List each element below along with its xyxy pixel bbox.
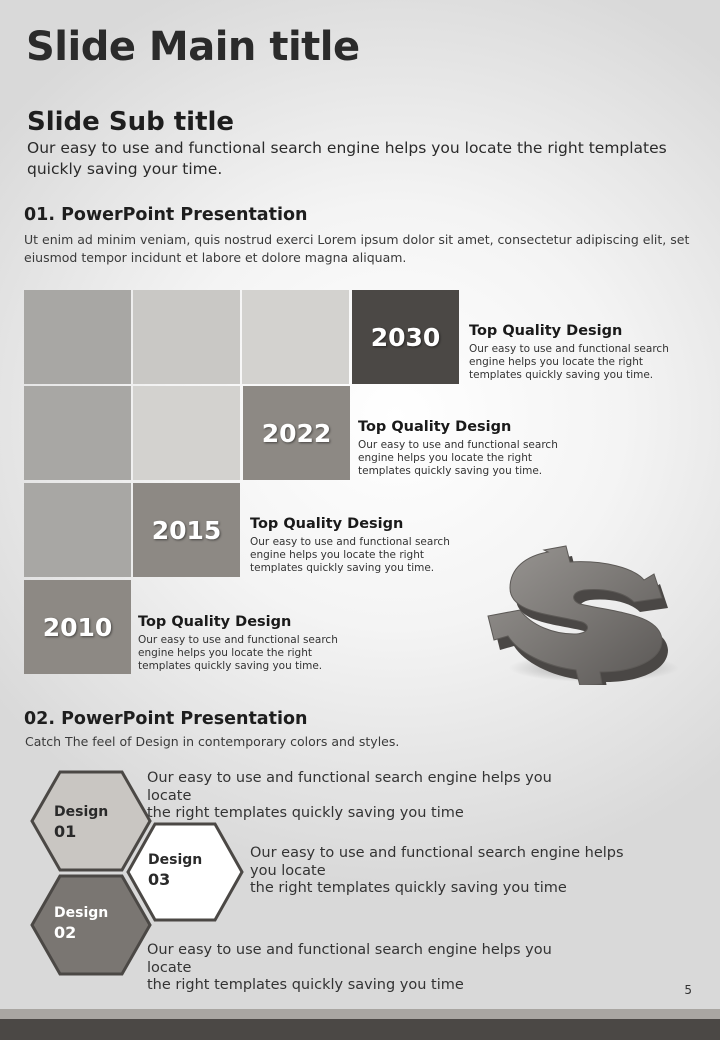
section1-text: Ut enim ad minim veniam, quis nostrud exerci Lorem ipsum dolor sit amet, consectetur adipiscing elit, set eiusmod tempor incidunt et labore et dolore magna aliquam. [24, 232, 690, 265]
design-number: 01 [54, 822, 77, 841]
design-label-text: Design [148, 852, 203, 868]
timeline-item-2022 [358, 419, 588, 478]
year-tile-2022: 2022 [243, 386, 350, 480]
grid-tile [133, 386, 240, 480]
timeline-item-title: Top Quality Design [250, 516, 404, 532]
year-tile-2015: 2015 [133, 483, 240, 577]
section2-text: Catch The feel of Design in contemporary colors and styles. [25, 734, 400, 749]
section1-title: 01. PowerPoint Presentation [24, 205, 308, 225]
design-text-line: Our easy to use and functional search engine helps you locate [147, 770, 552, 804]
design-number: 02 [54, 923, 77, 942]
grid-tile [24, 290, 131, 384]
design-03-label [148, 851, 202, 889]
timeline-item-title: Top Quality Design [138, 614, 292, 630]
slide-sub-description: Our easy to use and functional search engine helps you locate the right templates quickly saving your time. [27, 139, 667, 178]
design-text-line: the right templates quickly saving you time [147, 805, 464, 821]
design-02-text [147, 942, 597, 995]
year-tile-2030: 2030 [352, 290, 459, 384]
footer-bar-light [0, 1009, 720, 1019]
design-text-line: Our easy to use and functional search engine helps you locate [147, 942, 552, 976]
grid-tile [242, 290, 349, 384]
grid-tile [24, 483, 131, 577]
timeline-item-2015 [250, 516, 480, 575]
timeline-item-title: Top Quality Design [358, 419, 512, 435]
design-03-text [250, 845, 650, 898]
design-text-line: Our easy to use and functional search engine helps you locate [250, 845, 624, 879]
section2-title: 02. PowerPoint Presentation [24, 709, 308, 729]
slide-main-title: Slide Main title [26, 24, 360, 70]
grid-tile [133, 290, 240, 384]
design-number: 03 [148, 870, 171, 889]
timeline-item-text: Our easy to use and functional search engine helps you locate the right templates quickly saving you time. [138, 634, 338, 672]
footer-bar-dark [0, 1019, 720, 1040]
design-02-label [54, 904, 108, 942]
design-text-line: the right templates quickly saving you time [147, 977, 464, 993]
grid-tile [24, 386, 131, 480]
design-text-line: the right templates quickly saving you time [250, 880, 567, 896]
timeline-item-2010 [138, 614, 368, 673]
design-label-text: Design [54, 905, 109, 921]
dollar-sign-3d-icon [484, 540, 684, 685]
year-tile-2010: 2010 [24, 580, 131, 674]
timeline-item-text: Our easy to use and functional search engine helps you locate the right templates quickly saving you time. [358, 439, 558, 477]
design-01-label [54, 803, 108, 841]
timeline-item-text: Our easy to use and functional search engine helps you locate the right templates quickly saving you time. [250, 536, 450, 574]
timeline-item-title: Top Quality Design [469, 323, 623, 339]
timeline-item-2030 [469, 323, 699, 382]
timeline-item-text: Our easy to use and functional search engine helps you locate the right templates quickly saving you time. [469, 343, 669, 381]
design-label-text: Design [54, 804, 109, 820]
page-number: 5 [684, 983, 692, 997]
design-01-text [147, 770, 597, 823]
slide-sub-title: Slide Sub title [27, 107, 235, 137]
